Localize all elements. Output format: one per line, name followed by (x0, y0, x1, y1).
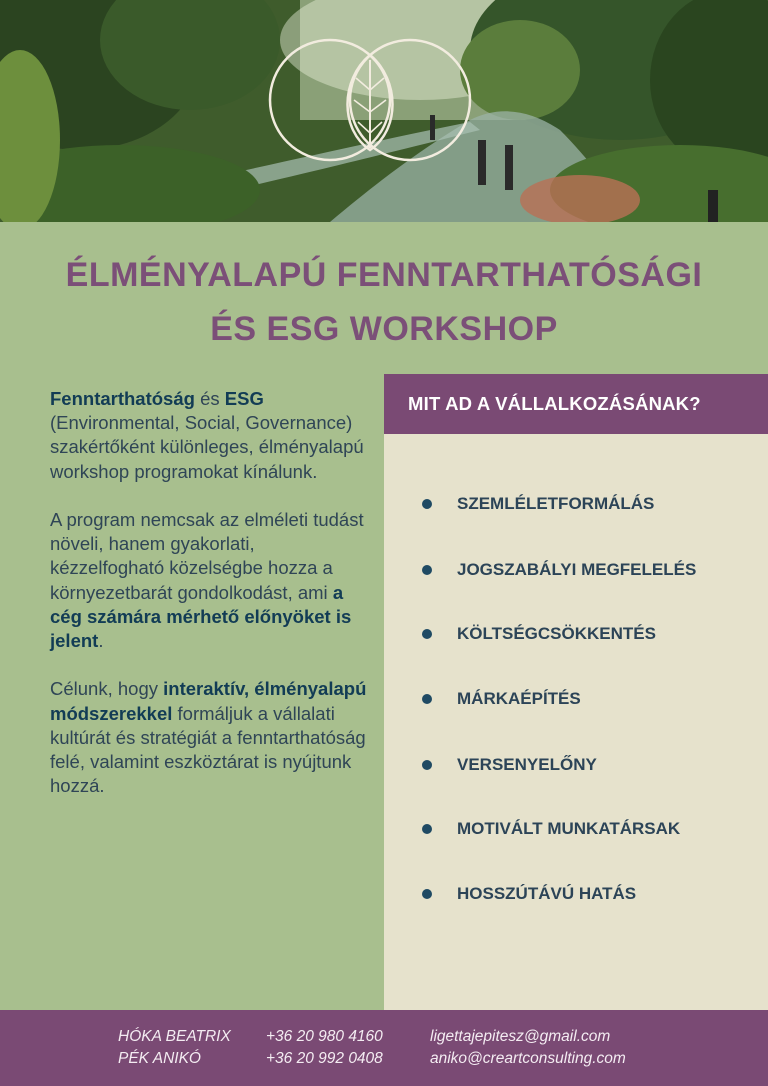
intro-text (50, 387, 370, 823)
benefit-item (422, 819, 680, 839)
hero-image (0, 0, 768, 222)
contact-name: PÉK ANIKÓ (118, 1050, 201, 1067)
benefit-label: MÁRKAÉPÍTÉS (457, 689, 581, 708)
benefit-item (422, 884, 636, 904)
benefit-item (422, 755, 597, 775)
leaf-circles-logo-icon (0, 0, 768, 222)
title-line-2: ÉS ESG WORKSHOP (210, 310, 558, 348)
text-period: . (98, 630, 104, 652)
bullet-icon (422, 889, 432, 899)
bold-measurable-benefits: a cég számára mérhető előnyöket is jelent (50, 581, 352, 652)
intro-paragraph-3 (50, 677, 370, 798)
bullet-icon (422, 499, 432, 509)
contact-name: HÓKA BEATRIX (118, 1028, 231, 1045)
contact-email[interactable]: ligettajepitesz@gmail.com (430, 1028, 611, 1045)
contact-phone[interactable]: +36 20 980 4160 (266, 1028, 383, 1045)
benefit-item (422, 689, 581, 709)
bullet-icon (422, 565, 432, 575)
panel-header: MIT AD A VÁLLALKOZÁSÁNAK? (384, 374, 768, 434)
bullet-icon (422, 629, 432, 639)
bullet-icon (422, 694, 432, 704)
intro-paragraph-2 (50, 508, 370, 653)
benefit-label: JOGSZABÁLYI MEGFELELÉS (457, 560, 697, 579)
benefit-item (422, 494, 654, 514)
benefits-panel (384, 374, 768, 1010)
bold-interactive-methods: interaktív, élményalapú módszerekkel (50, 678, 367, 724)
bold-esg: ESG (224, 388, 264, 409)
benefit-label: MOTIVÁLT MUNKATÁRSAK (457, 819, 681, 838)
contact-email[interactable]: aniko@creartconsulting.com (430, 1050, 626, 1067)
benefit-item (422, 560, 696, 580)
intro-paragraph-1 (50, 387, 370, 484)
text-goal-rest: formáljuk a vállalati kultúrát és stratégiát a fenntarthatóság felé, valamint eszköztárat is nyújtunk hozzá. (50, 702, 366, 797)
text-goal: Célunk, hogy (50, 678, 164, 700)
contact-phone[interactable]: +36 20 992 0408 (266, 1050, 383, 1067)
bold-sustainability: Fenntarthatóság (50, 388, 195, 409)
benefit-label: HOSSZÚTÁVÚ HATÁS (457, 884, 637, 903)
contact-footer (0, 1010, 768, 1086)
text-and: és (194, 388, 225, 409)
contact-row (0, 1028, 768, 1050)
benefit-label: VERSENYELŐNY (457, 755, 597, 774)
benefit-label: KÖLTSÉGCSÖKKENTÉS (457, 624, 656, 643)
bullet-icon (422, 824, 432, 834)
benefit-label: SZEMLÉLETFORMÁLÁS (457, 494, 655, 513)
page-title (0, 248, 768, 356)
text-esg-description: (Environmental, Social, Governance) szakértőként különleges, élményalapú workshop programokat kínálunk. (50, 412, 364, 482)
benefit-item (422, 624, 656, 644)
bullet-icon (422, 760, 432, 770)
contact-row (0, 1050, 768, 1072)
title-line-1: ÉLMÉNYALAPÚ FENNTARTHATÓSÁGI (65, 256, 703, 294)
text-program: A program nemcsak az elméleti tudást növeli, hanem gyakorlati, kézzelfogható közelségbe hozza a környezetbarát gondolkodást, ami (50, 509, 364, 603)
